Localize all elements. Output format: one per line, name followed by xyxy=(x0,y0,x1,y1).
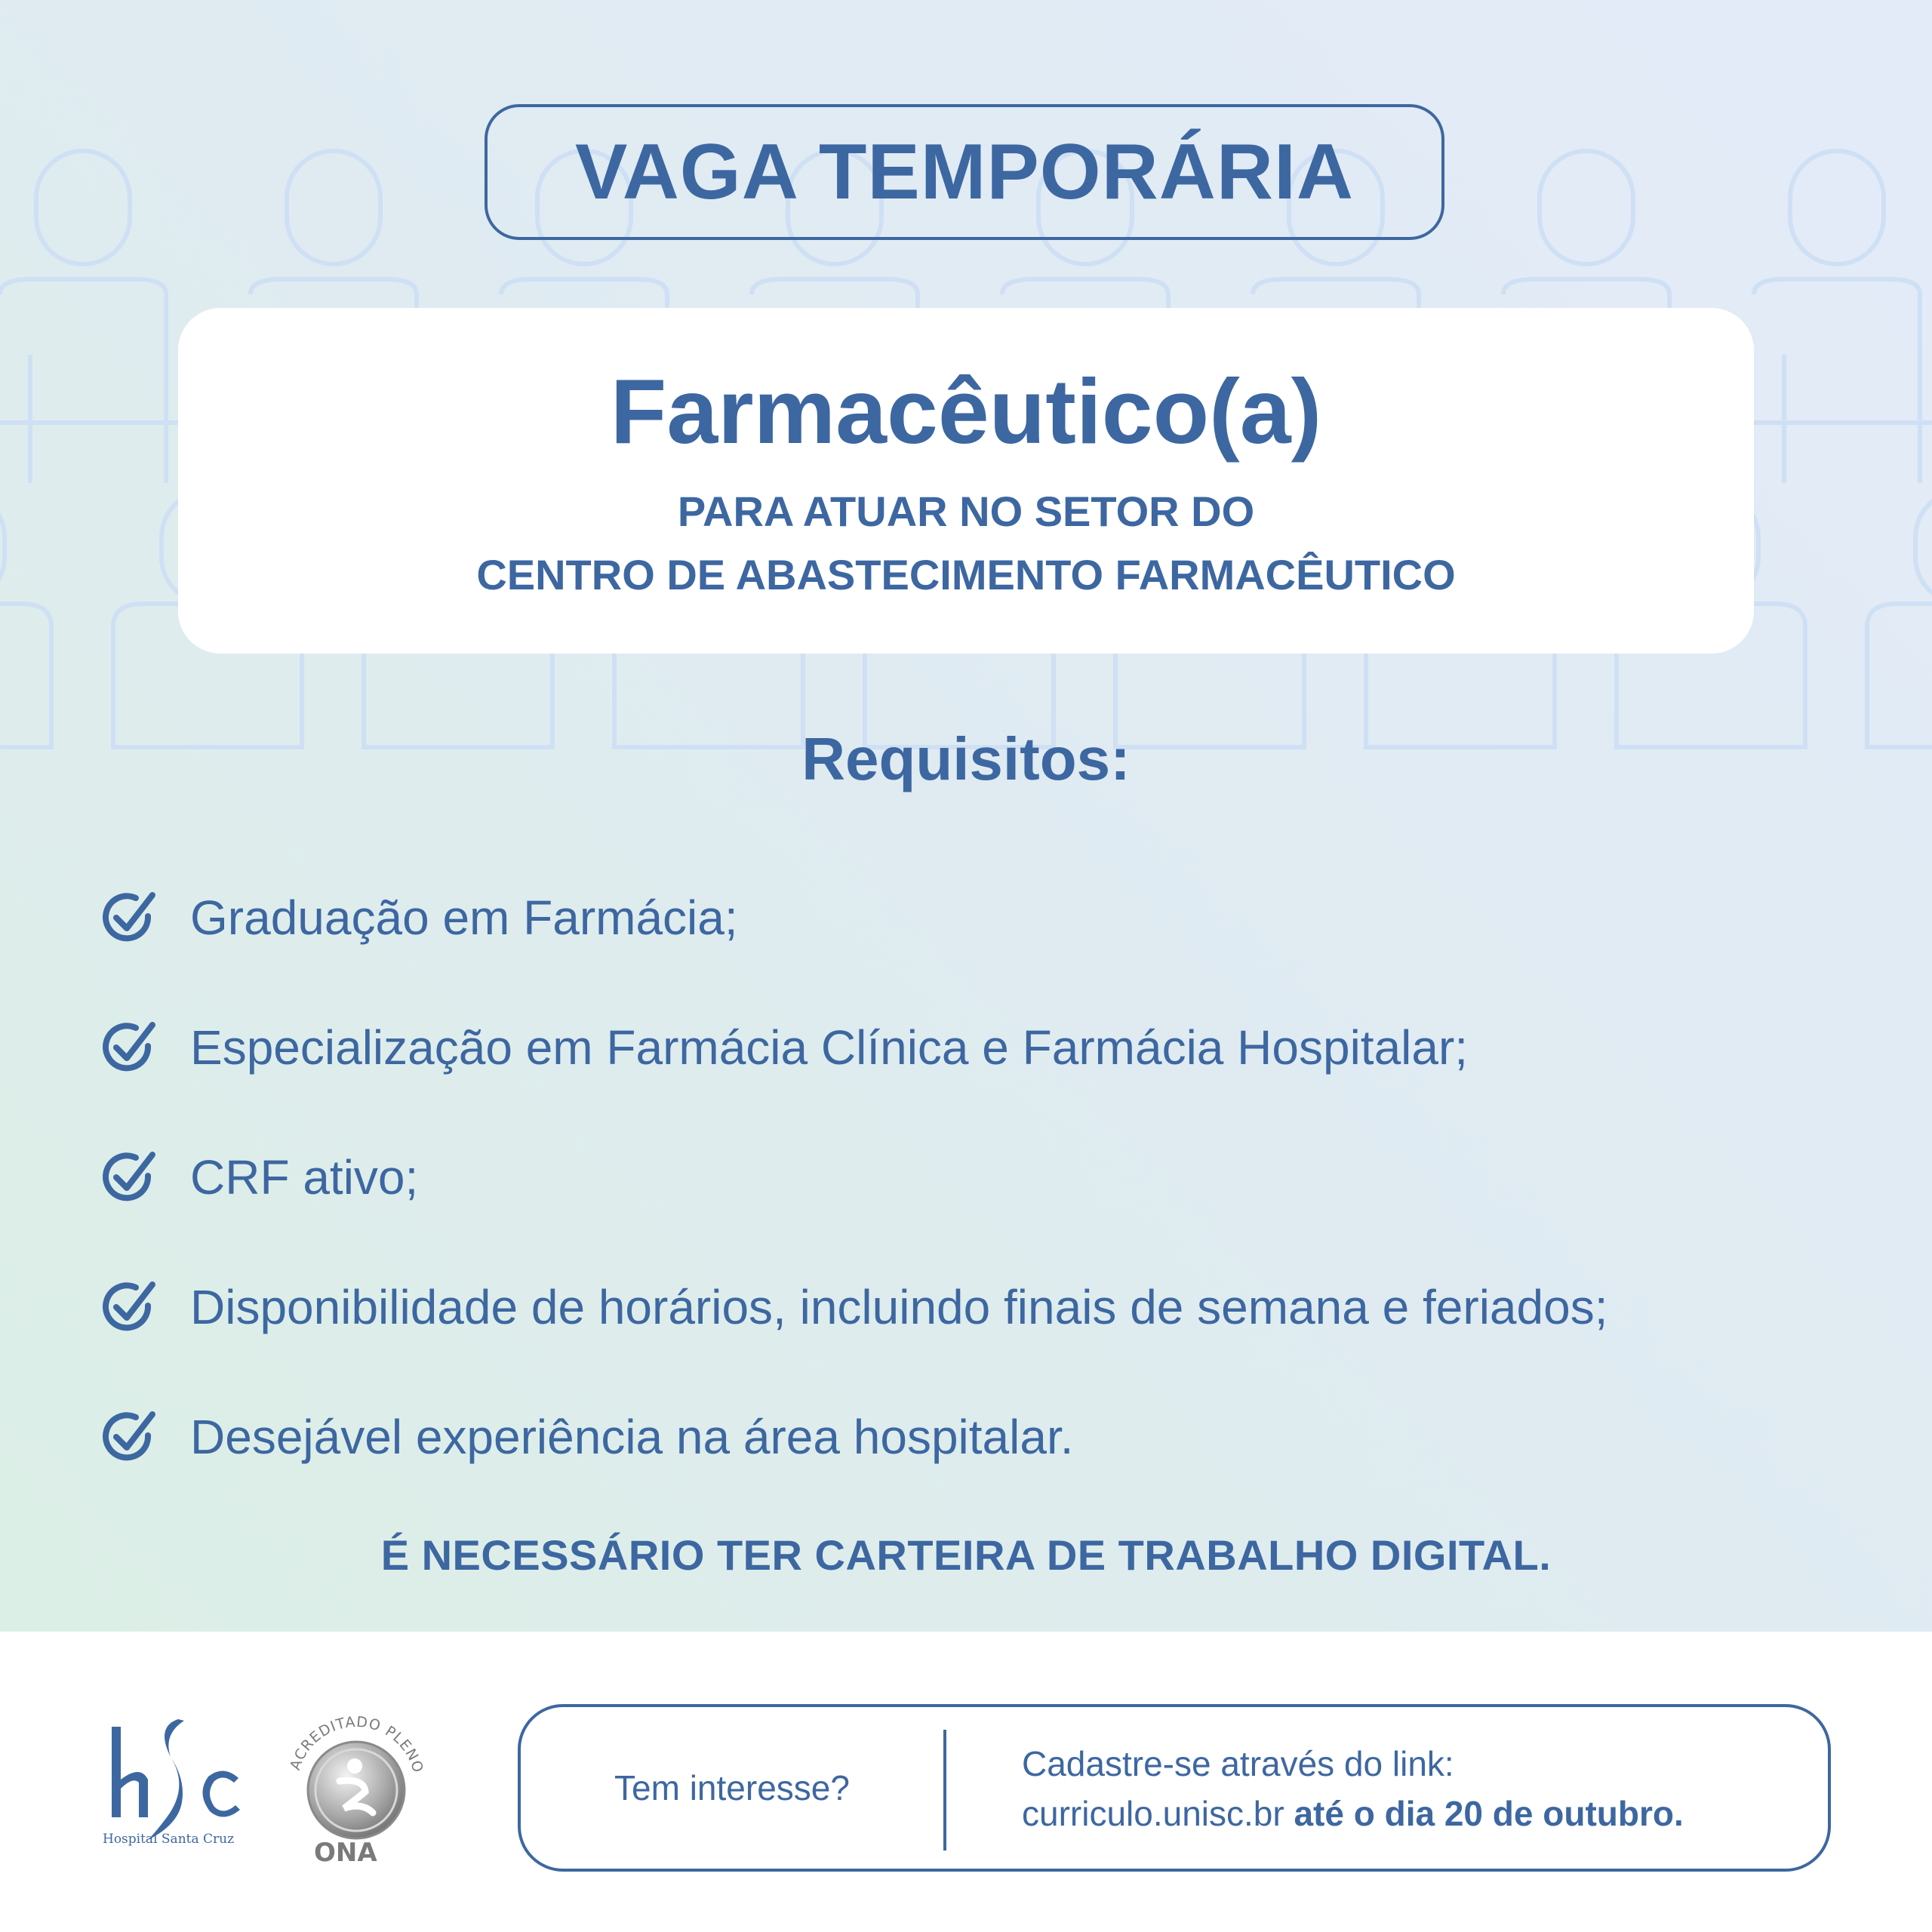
job-type-badge xyxy=(485,104,1444,240)
cta-instructions xyxy=(1022,1739,1684,1838)
list-item xyxy=(98,983,1834,1112)
job-type-label: VAGA TEMPORÁRIA xyxy=(575,128,1354,216)
ona-brand-text: ONA xyxy=(314,1838,377,1868)
check-circle-icon xyxy=(98,1017,158,1078)
check-circle-icon xyxy=(98,1147,158,1208)
requirement-text: Especialização em Farmácia Clínica e Farmácia Hospitalar; xyxy=(190,1020,1469,1075)
ona-seal xyxy=(281,1703,432,1869)
cta-deadline: até o dia 20 de outubro. xyxy=(1294,1794,1684,1833)
title-card xyxy=(178,308,1754,654)
cta-box xyxy=(518,1704,1831,1872)
requirement-text: Graduação em Farmácia; xyxy=(190,891,738,945)
cta-line-1: Cadastre-se através do link: xyxy=(1022,1744,1454,1783)
requirement-text: CRF ativo; xyxy=(190,1150,419,1204)
hsc-logo xyxy=(95,1704,261,1863)
list-item xyxy=(98,1372,1834,1502)
requirements-title: Requisitos: xyxy=(801,725,1131,792)
job-role-title: Farmacêutico(a) xyxy=(610,360,1322,463)
requirements-list xyxy=(98,853,1834,1502)
sector-line-1: PARA ATUAR NO SETOR DO xyxy=(677,488,1255,535)
list-item xyxy=(98,1242,1834,1372)
requirement-text: Desejável experiência na área hospitalar. xyxy=(190,1410,1074,1464)
cta-line-2 xyxy=(1022,1789,1684,1838)
sector-line-2: CENTRO DE ABASTECIMENTO FARMACÊUTICO xyxy=(476,551,1456,598)
cta-link[interactable]: curriculo.unisc.br xyxy=(1022,1794,1294,1833)
requirement-text: Disponibilidade de horários, incluindo finais de semana e feriados; xyxy=(190,1280,1608,1334)
job-sector xyxy=(178,480,1754,607)
list-item xyxy=(98,853,1834,983)
cta-question: Tem interesse? xyxy=(614,1768,850,1807)
check-circle-icon xyxy=(98,1277,158,1337)
check-circle-icon xyxy=(98,1407,158,1467)
cta-divider xyxy=(943,1730,946,1850)
ona-seal-text: ACREDITADO PLENO xyxy=(287,1713,427,1775)
hsc-logo-text: Hospital Santa Cruz xyxy=(103,1832,235,1847)
notice-text: É NECESSÁRIO TER CARTEIRA DE TRABALHO DIGITAL. xyxy=(380,1531,1552,1579)
check-circle-icon xyxy=(98,888,158,948)
list-item xyxy=(98,1112,1834,1242)
